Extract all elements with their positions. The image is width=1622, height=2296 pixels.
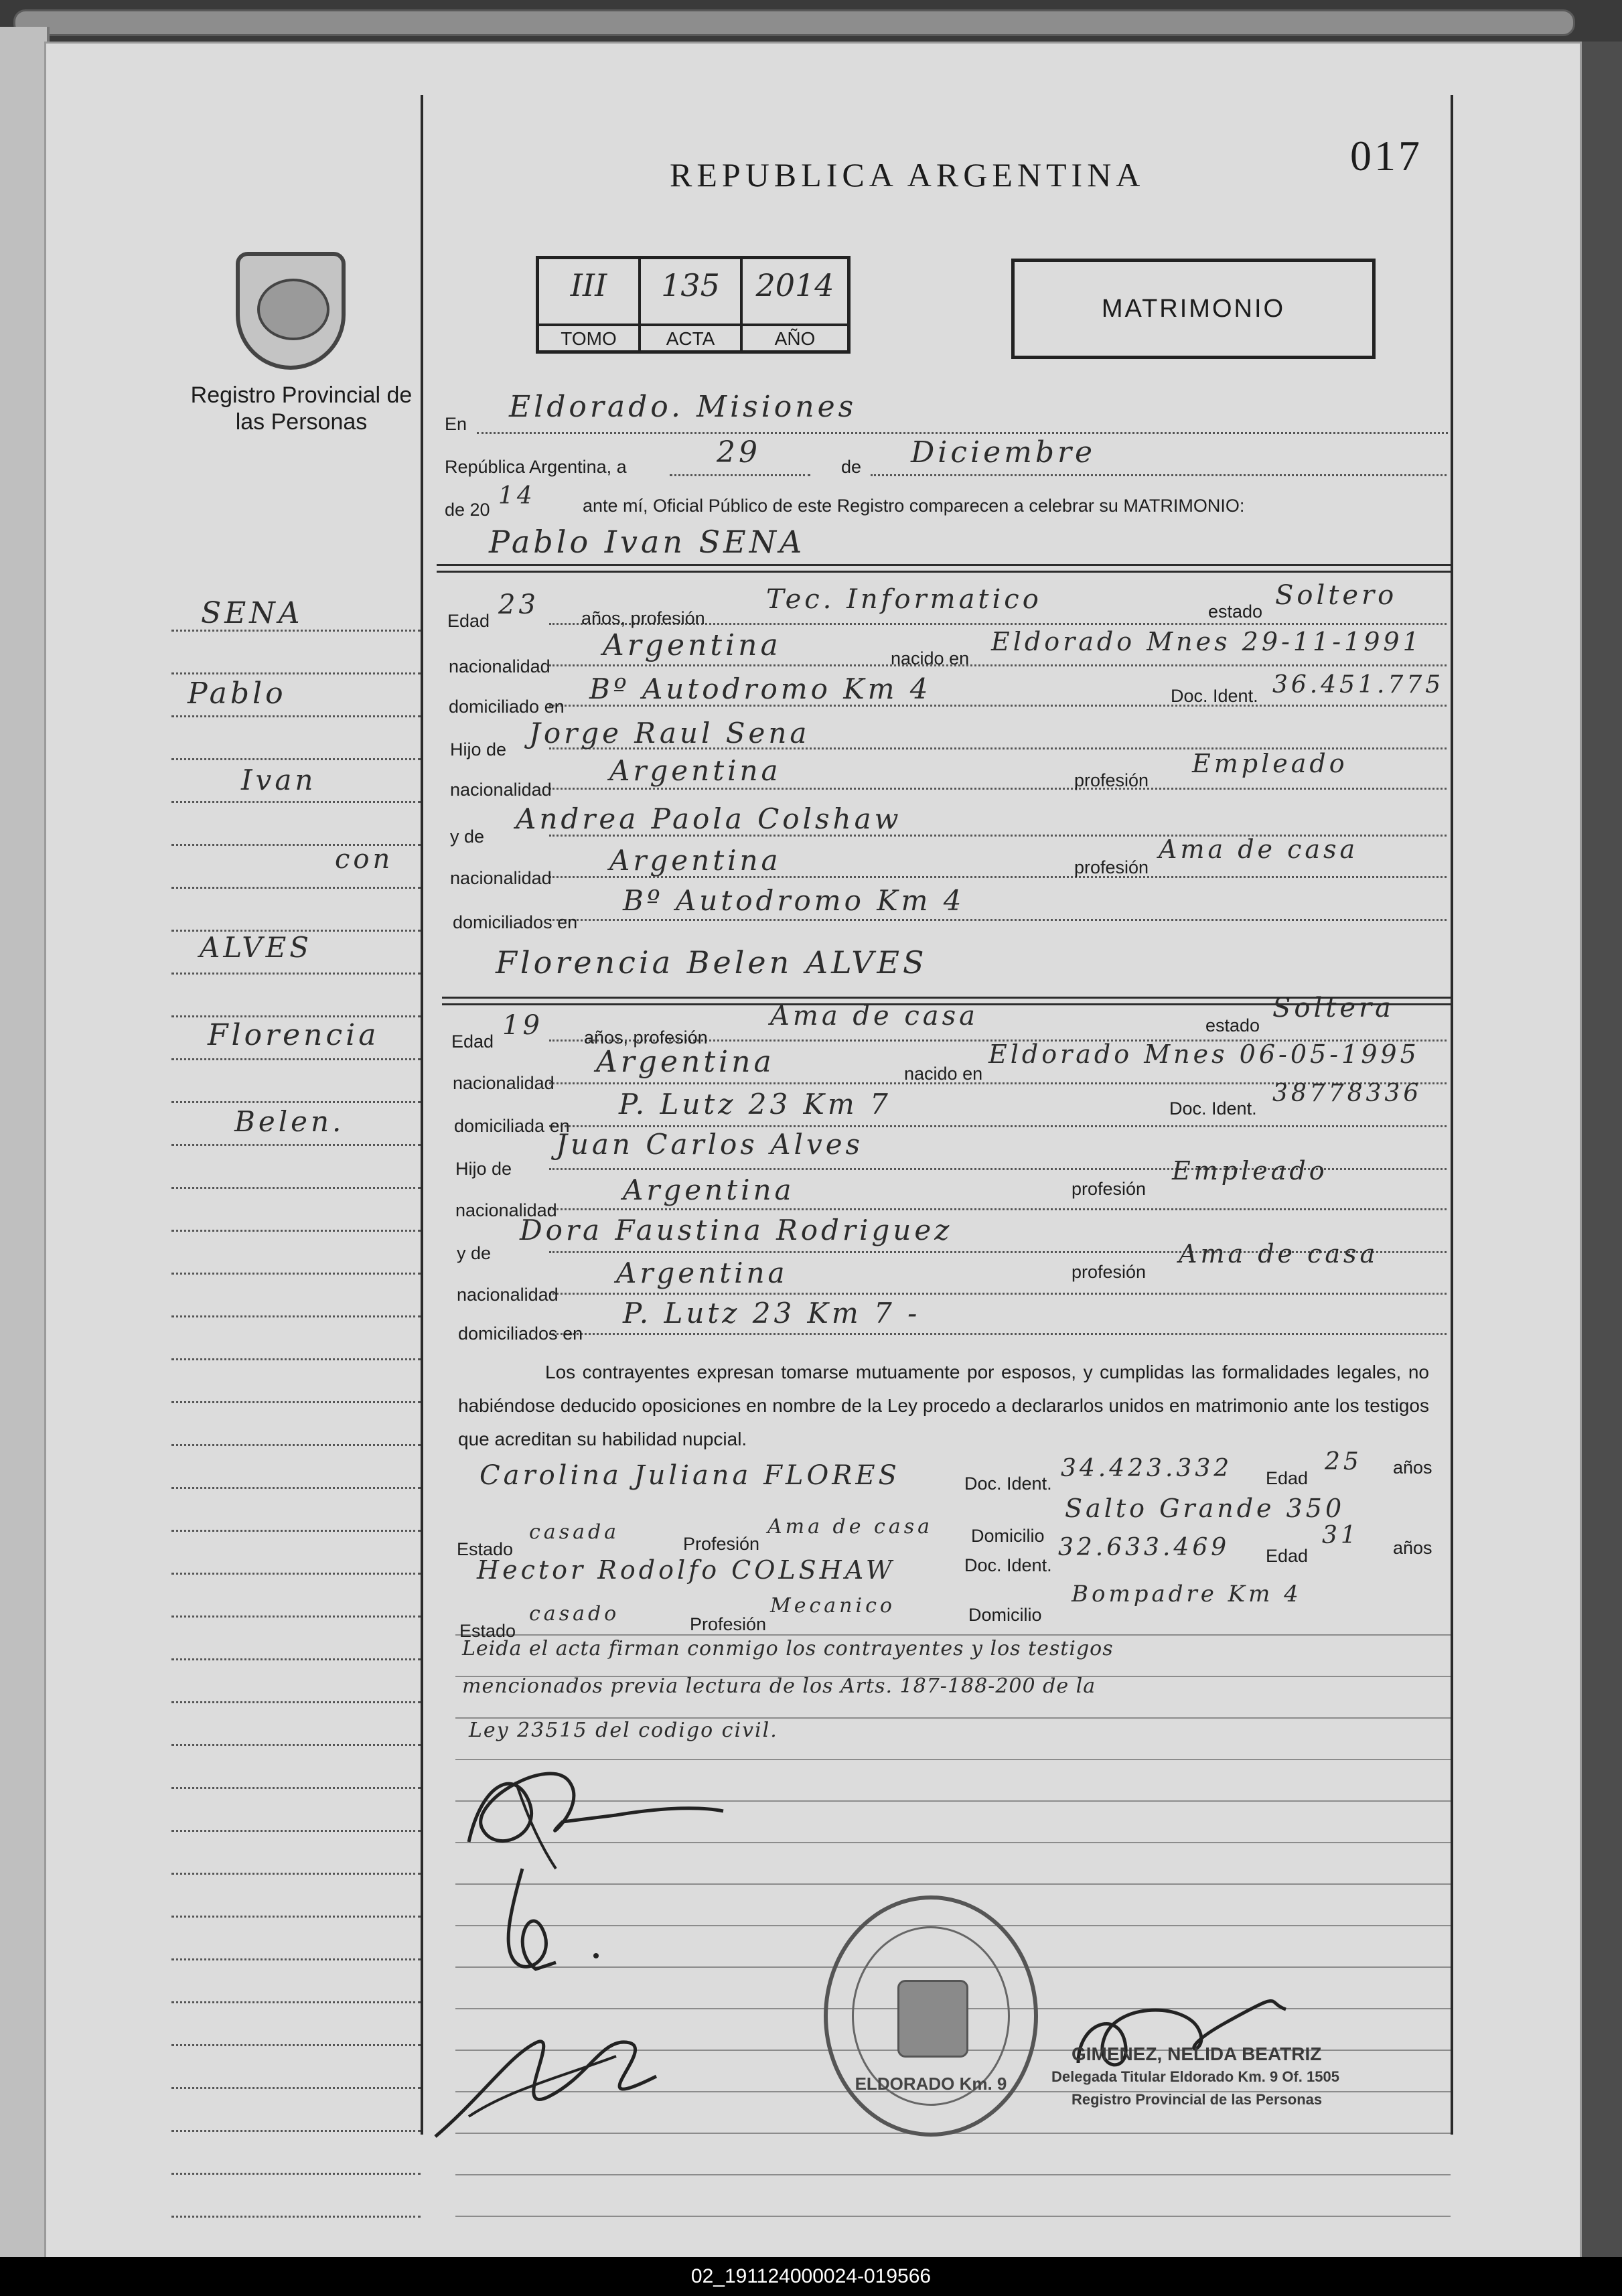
groom-father-nat-label: nacionalidad <box>450 780 552 800</box>
emblem-icon <box>897 1980 968 2058</box>
margin-rule-line <box>171 1701 421 1703</box>
groom-full-name: Pablo Ivan SENA <box>489 524 806 560</box>
margin-rule-line <box>171 1358 421 1360</box>
margin-rule-line <box>171 801 421 803</box>
bride-mother-profession: Ama de casa <box>1179 1239 1379 1269</box>
province-seal-icon <box>236 252 346 370</box>
groom-mother-nat-label: nacionalidad <box>450 868 552 888</box>
margin-rule-line <box>171 1101 421 1103</box>
margin-rule-line <box>171 1958 421 1960</box>
folio-number: 017 <box>1350 132 1422 180</box>
signature-groom <box>455 1741 737 1875</box>
witness-1-estado-label: Estado <box>457 1539 514 1559</box>
margin-rule-line <box>171 1744 421 1746</box>
witness-2-civil-status: casado <box>529 1602 620 1626</box>
official-block <box>1051 2043 1339 2111</box>
margin-rule-line <box>171 1230 421 1232</box>
witness-2-edad-label: Edad <box>1266 1546 1309 1566</box>
form-fill-line <box>549 919 1447 921</box>
binder-top <box>0 0 1622 42</box>
groom-mother-nationality: Argentina <box>609 844 782 877</box>
bride-father-label: Hijo de <box>455 1159 512 1179</box>
anio-cell <box>743 259 847 353</box>
bride-profesion-label: años, profesión <box>584 1027 708 1048</box>
body-rule-line <box>455 2174 1451 2175</box>
margin-rule-line <box>171 672 421 674</box>
groom-parents-address: Bº Autodromo Km 4 <box>623 884 965 917</box>
footer-bar <box>0 2257 1622 2296</box>
margin-rule-line <box>171 2216 421 2218</box>
margin-rule-line <box>171 2173 421 2175</box>
previous-page-edge <box>0 27 50 2257</box>
witness-1-profesion-label: Profesión <box>683 1534 760 1554</box>
groom-father-prof-label: profesión <box>1074 770 1149 790</box>
margin-con: con <box>335 844 394 875</box>
witness-1-edad-label: Edad <box>1266 1468 1309 1488</box>
margin-surname-bride: ALVES <box>200 931 313 964</box>
form-fill-line <box>549 1293 1447 1295</box>
bride-mother-label: y de <box>457 1243 492 1263</box>
body-rule-line <box>455 2216 1451 2217</box>
margin-rule-line <box>171 1187 421 1189</box>
anio-label: AÑO <box>743 324 847 353</box>
groom-father: Jorge Raul Sena <box>529 717 810 749</box>
place-value: Eldorado. Misiones <box>509 390 857 424</box>
declaration-text: Los contrayentes expresan tomarse mutuamente por esposos, y cumplidas las formalidades legales, no habiéndose deducido oposiciones en nombre de la Ley procedo a declararlos unidos en matrimonio ante los testigos que acreditan su habilidad nupcial. <box>458 1362 1429 1449</box>
stamp-text: ELDORADO Km. 9 <box>855 2074 1007 2094</box>
closing-note-line-2: mencionados previa lectura de los Arts. 187-188-200 de la <box>462 1674 1096 1698</box>
groom-mother-prof-label: profesión <box>1074 857 1149 877</box>
bride-father: Juan Carlos Alves <box>556 1128 864 1161</box>
margin-rule-line <box>171 887 421 889</box>
bride-mother-nationality: Argentina <box>616 1257 788 1289</box>
registry-stamp <box>824 1895 1038 2137</box>
bride-estado-label: estado <box>1205 1015 1260 1035</box>
groom-estado-label: estado <box>1208 601 1263 622</box>
bride-age: 19 <box>502 1010 543 1041</box>
margin-second-name-bride: Belen. <box>234 1105 345 1138</box>
groom-profesion-label: años, profesión <box>581 608 705 628</box>
groom-nationality: Argentina <box>603 628 782 662</box>
margin-rule-line <box>171 2130 421 2132</box>
tomo-label: TOMO <box>539 324 638 353</box>
bride-parents-addr-label: domiciliados en <box>458 1323 583 1344</box>
groom-age: 23 <box>498 589 539 620</box>
closing-note-line-3: Ley 23515 del codigo civil. <box>469 1719 778 1742</box>
margin-rule-line <box>171 1573 421 1575</box>
closing-note-line-1: Leida el acta firman conmigo los contrayentes y los testigos <box>462 1637 1114 1660</box>
margin-rule-line <box>171 1315 421 1317</box>
statement-text: ante mí, Oficial Público de este Registro comparecen a celebrar su MATRIMONIO: <box>583 496 1245 516</box>
witness-2-doc-label: Doc. Ident. <box>964 1555 1052 1575</box>
witness-1-anios-label: años <box>1393 1457 1432 1478</box>
groom-birth: Eldorado Mnes 29-11-1991 <box>991 627 1422 656</box>
bride-address: P. Lutz 23 Km 7 <box>619 1088 891 1121</box>
bride-profession: Ama de casa <box>770 1001 978 1031</box>
year-suffix-value: 14 <box>498 482 536 510</box>
form-fill-line <box>549 664 1447 666</box>
form-fill-line <box>549 1333 1447 1335</box>
witness-1-name: Carolina Juliana FLORES <box>480 1460 900 1491</box>
bride-father-nationality: Argentina <box>623 1173 795 1206</box>
groom-profession: Tec. Informatico <box>766 584 1042 615</box>
groom-nacionalidad-label: nacionalidad <box>449 656 550 676</box>
margin-rule-line <box>171 1401 421 1403</box>
witness-2-profession: Mecanico <box>770 1594 895 1618</box>
groom-father-label: Hijo de <box>450 739 507 760</box>
margin-rule-line <box>171 2044 421 2046</box>
witness-2-age: 31 <box>1322 1522 1359 1549</box>
margin-first-name-bride: Florencia <box>208 1018 380 1052</box>
groom-address: Bº Autodromo Km 4 <box>589 672 932 705</box>
official-name: GIMENEZ, NELIDA BEATRIZ <box>1072 2043 1322 2064</box>
binder-rim <box>13 9 1575 36</box>
tomo-value: III <box>570 267 607 303</box>
republica-label: República Argentina, a <box>445 457 627 477</box>
day-value: 29 <box>717 435 761 470</box>
bride-mother-nat-label: nacionalidad <box>457 1285 559 1305</box>
witness-2-profesion-label: Profesión <box>690 1614 767 1634</box>
acta-cell <box>641 259 743 353</box>
bride-mother-prof-label: profesión <box>1072 1262 1147 1282</box>
margin-rule-line <box>171 1144 421 1146</box>
bride-doc: 38778336 <box>1272 1080 1422 1107</box>
right-rule <box>1451 95 1453 2135</box>
official-office: Registro Provincial de las Personas <box>1072 2091 1323 2108</box>
bride-civil-status: Soltera <box>1272 993 1394 1023</box>
groom-doc-label: Doc. Ident. <box>1171 686 1258 706</box>
margin-rule-line <box>171 1273 421 1275</box>
margin-rule-line <box>171 715 421 717</box>
signature-bride <box>482 1862 616 1983</box>
year-prefix: de 20 <box>445 500 490 520</box>
margin-rule-line <box>171 1830 421 1832</box>
bride-father-prof-label: profesión <box>1072 1179 1147 1199</box>
bride-parents-address: P. Lutz 23 Km 7 - <box>623 1297 921 1330</box>
witness-2-address: Bompadre Km 4 <box>1072 1581 1302 1607</box>
acta-value: 135 <box>661 267 720 303</box>
bride-father-nat-label: nacionalidad <box>455 1200 557 1220</box>
month-value: Diciembre <box>911 435 1096 470</box>
footer-id: 02_191124000024-019566 <box>690 2265 932 2287</box>
bride-doc-label: Doc. Ident. <box>1169 1098 1257 1119</box>
official-title: Delegada Titular Eldorado Km. 9 Of. 1505 <box>1051 2068 1339 2085</box>
witness-1-doc: 34.423.332 <box>1061 1455 1233 1482</box>
witness-2-domicilio-label: Domicilio <box>968 1605 1042 1625</box>
witness-2-anios-label: años <box>1393 1538 1432 1558</box>
form-fill-line <box>549 1208 1447 1210</box>
witness-1-age: 25 <box>1325 1448 1362 1476</box>
groom-nacido-label: nacido en <box>891 648 970 668</box>
bride-domicilio-label: domiciliada en <box>454 1116 570 1136</box>
margin-surname-groom: SENA <box>201 596 303 630</box>
margin-rule-line <box>171 1444 421 1446</box>
witness-2-estado-label: Estado <box>459 1621 516 1641</box>
witness-2-doc: 32.633.469 <box>1058 1534 1230 1561</box>
witness-1-profession: Ama de casa <box>767 1515 933 1538</box>
margin-rule-line <box>171 1916 421 1918</box>
act-type-box: MATRIMONIO <box>1011 259 1376 359</box>
form-fill-line <box>549 788 1447 790</box>
witness-2-name: Hector Rodolfo COLSHAW <box>477 1555 895 1585</box>
margin-rule-line <box>171 1530 421 1532</box>
bride-nationality: Argentina <box>596 1045 775 1079</box>
margin-rule-line <box>171 1873 421 1875</box>
groom-domicilio-label: domiciliado en <box>449 697 565 717</box>
witness-1-domicilio-label: Domicilio <box>971 1526 1045 1546</box>
anio-value: 2014 <box>755 267 834 303</box>
margin-rule-line <box>171 973 421 975</box>
body-rule-line <box>455 1634 1451 1636</box>
en-label: En <box>445 414 467 434</box>
bride-edad-label: Edad <box>451 1031 494 1052</box>
witness-1-civil-status: casada <box>529 1520 620 1544</box>
groom-civil-status: Soltero <box>1275 580 1398 611</box>
margin-rule-line <box>171 1658 421 1660</box>
margin-rule-line <box>171 758 421 760</box>
tomo-cell <box>539 259 641 353</box>
bride-nacido-label: nacido en <box>904 1064 983 1084</box>
form-fill-line <box>549 1125 1447 1127</box>
witness-1-address: Salto Grande 350 <box>1065 1494 1345 1523</box>
groom-father-nationality: Argentina <box>609 754 782 787</box>
country-title: REPUBLICA ARGENTINA <box>670 156 1145 194</box>
groom-doc: 36.451.775 <box>1272 671 1445 699</box>
bride-birth: Eldorado Mnes 06-05-1995 <box>988 1039 1420 1069</box>
margin-rule-line <box>171 1015 421 1017</box>
groom-edad-label: Edad <box>447 611 490 631</box>
groom-mother-label: y de <box>450 827 485 847</box>
margin-rule-line <box>171 1487 421 1489</box>
margin-rule-line <box>171 1058 421 1060</box>
margin-rule-line <box>171 1616 421 1618</box>
margin-first-name-groom: Pablo <box>188 676 287 711</box>
bride-full-name: Florencia Belen ALVES <box>496 944 928 981</box>
bride-father-profession: Empleado <box>1172 1156 1328 1186</box>
book-edge <box>1578 42 1622 2257</box>
margin-rule-line <box>171 2087 421 2089</box>
record-number-box <box>536 256 851 354</box>
witness-1-doc-label: Doc. Ident. <box>964 1474 1052 1494</box>
groom-parents-addr-label: domiciliados en <box>453 912 578 932</box>
groom-father-profession: Empleado <box>1192 749 1348 778</box>
margin-rule-line <box>171 2001 421 2003</box>
bride-mother: Dora Faustina Rodriguez <box>520 1214 953 1246</box>
acta-label: ACTA <box>641 324 740 353</box>
margin-second-name-groom: Ivan <box>241 764 317 796</box>
groom-mother-profession: Ama de casa <box>1159 835 1359 864</box>
signature-witness <box>429 2016 670 2150</box>
groom-mother: Andrea Paola Colshaw <box>516 802 902 835</box>
de-label: de <box>841 457 862 477</box>
margin-rule-line <box>171 1787 421 1789</box>
registry-office-name: Registro Provincial de las Personas <box>190 382 413 435</box>
bride-nacionalidad-label: nacionalidad <box>453 1073 555 1093</box>
